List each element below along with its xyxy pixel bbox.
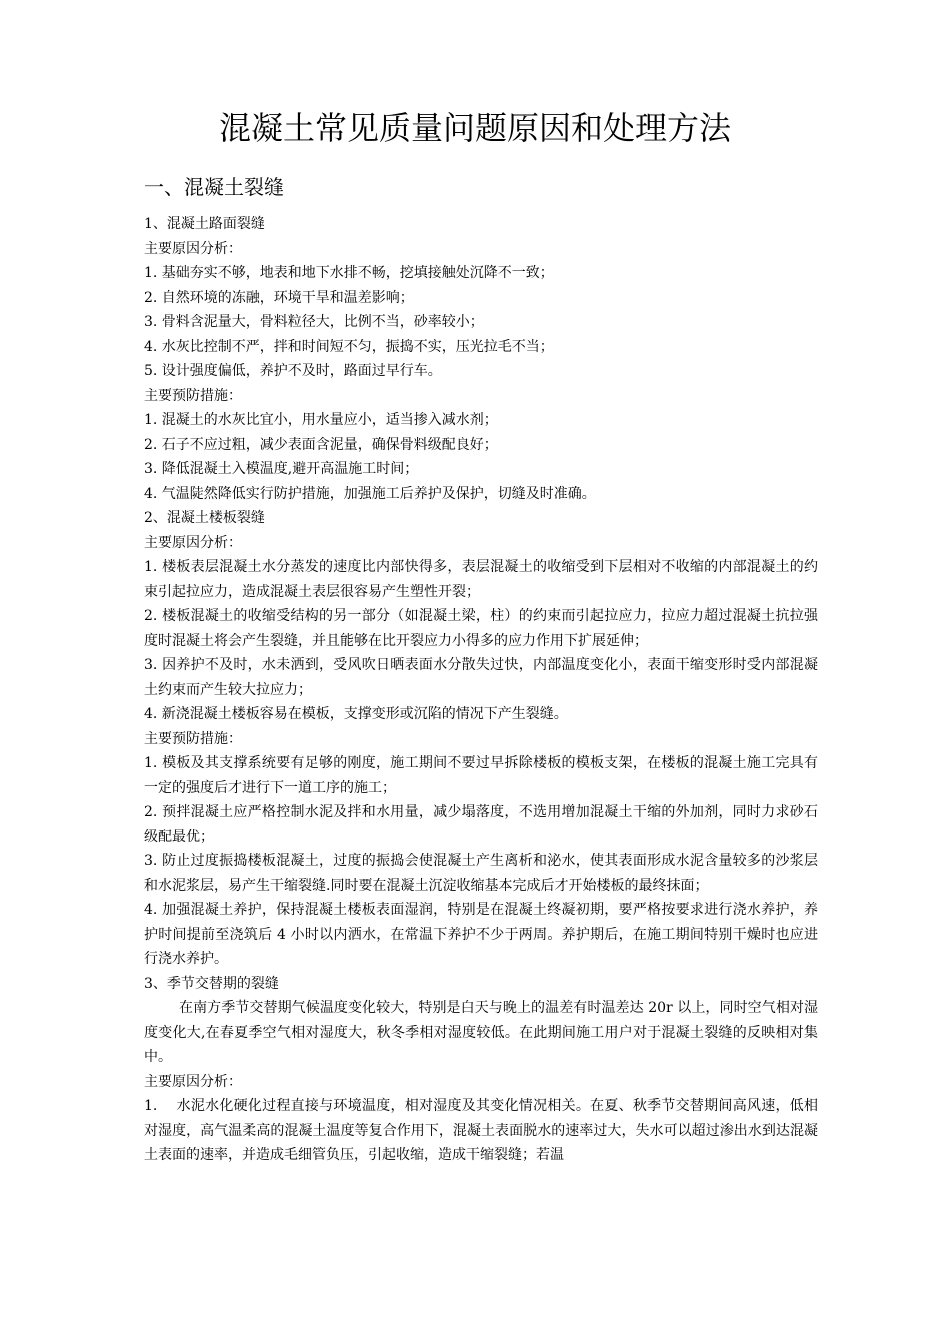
list-item: 1. 楼板表层混凝土水分蒸发的速度比内部快得多，表层混凝土的收缩受到下层相对不收缩的内部混凝土的约束引起拉应力，造成混凝土表层很容易产生塑性开裂； [144,559,818,600]
list-item: 3. 防止过度振捣楼板混凝土，过度的振捣会使混凝土产生离析和泌水，使其表面形成水泥含量较多的沙浆层和水泥浆层，易产生干缩裂缝.同时要在混凝土沉淀收缩基本完成后才开始楼板的最终抹面； [144,853,818,894]
list-item: 2. 预拌混凝土应严格控制水泥及拌和水用量，减少塌落度，不选用增加混凝土干缩的外加剂，同时力求砂石级配最优； [144,804,818,845]
list-item: 5. 设计强度偏低，养护不及时，路面过早行车。 [144,363,442,379]
list-item: 2. 石子不应过粗，减少表面含泥量，确保骨料级配良好； [144,436,498,453]
list-item: 1. 基础夯实不够，地表和地下水排不畅，挖填接触处沉降不一致； [144,265,554,281]
paragraph-label: 主要预防措施： [144,387,242,404]
paragraph-label: 主要原因分析： [144,240,242,257]
subsection-heading: 3、季节交替期的裂缝 [144,975,279,992]
list-item: 2. 自然环境的冻融，环境干旱和温差影响； [144,289,414,306]
document-body [144,212,818,1168]
subsection-heading: 1、混凝土路面裂缝 [144,216,265,232]
list-item: 3. 降低混凝土入模温度,避开高温施工时间； [144,461,419,477]
list-item: 4. 气温陡然降低实行防护措施，加强施工后养护及保护，切缝及时准确。 [144,485,596,502]
paragraph-label: 主要原因分析： [144,1073,242,1090]
list-item: 4. 新浇混凝土楼板容易在模板，支撑变形或沉陷的情况下产生裂缝。 [144,706,568,722]
list-item: 1. 混凝土的水灰比宜小，用水量应小，适当掺入减水剂； [144,412,498,428]
paragraph-label: 主要预防措施： [144,730,242,747]
list-item: 3. 骨料含泥量大，骨料粒径大，比例不当，砂率较小； [144,314,484,330]
section-heading: 一、混凝土裂缝 [144,175,284,199]
subsection-heading: 2、混凝土楼板裂缝 [144,510,265,526]
list-item: 2. 楼板混凝土的收缩受结构的另一部分（如混凝土梁，柱）的约束而引起拉应力，拉应力超过混凝土抗拉强度时混凝土将会产生裂缝，并且能够在比开裂应力小得多的应力作用下扩展延伸； [144,608,818,649]
body-paragraph: 在南方季节交替期气候温度变化较大，特别是白天与晚上的温差有时温差达 20r 以上，同时空气相对湿度变化大,在春夏季空气相对湿度大，秋冬季相对湿度较低。在此期间施工用户对于混凝土裂缝的反映相对集中。 [144,1000,818,1065]
list-item: 4. 加强混凝土养护，保持混凝土楼板表面湿润，特别是在混凝土终凝初期，要严格按要求进行浇水养护，养护时间提前至浇筑后 4 小时以内洒水，在常温下养护不少于两周。养护期后，在施工期间特别干燥时也应进行浇水养护。 [144,902,818,967]
list-item: 3. 因养护不及时，水未洒到，受风吹日晒表面水分散失过快，内部温度变化小，表面干缩变形时受内部混凝土约束而产生较大拉应力； [144,657,818,698]
list-item: 1. 水泥水化硬化过程直接与环境温度，相对湿度及其变化情况相关。在夏、秋季节交替期间高风速，低相对湿度，高气温柔高的混凝土温度等复合作用下，混凝土表面脱水的速率过大，失水可以超过渗出水到达混凝土表面的速率，并造成毛细管负压，引起收缩，造成干缩裂缝；若温 [144,1098,818,1163]
list-item: 4. 水灰比控制不严，拌和时间短不匀，振捣不实，压光拉毛不当； [144,338,554,355]
paragraph-label: 主要原因分析： [144,534,242,551]
list-item: 1. 模板及其支撑系统要有足够的刚度，施工期间不要过早拆除楼板的模板支架，在楼板的混凝土施工完具有一定的强度后才进行下一道工序的施工； [144,755,818,796]
document-title: 混凝土常见质量问题原因和处理方法 [218,109,731,147]
